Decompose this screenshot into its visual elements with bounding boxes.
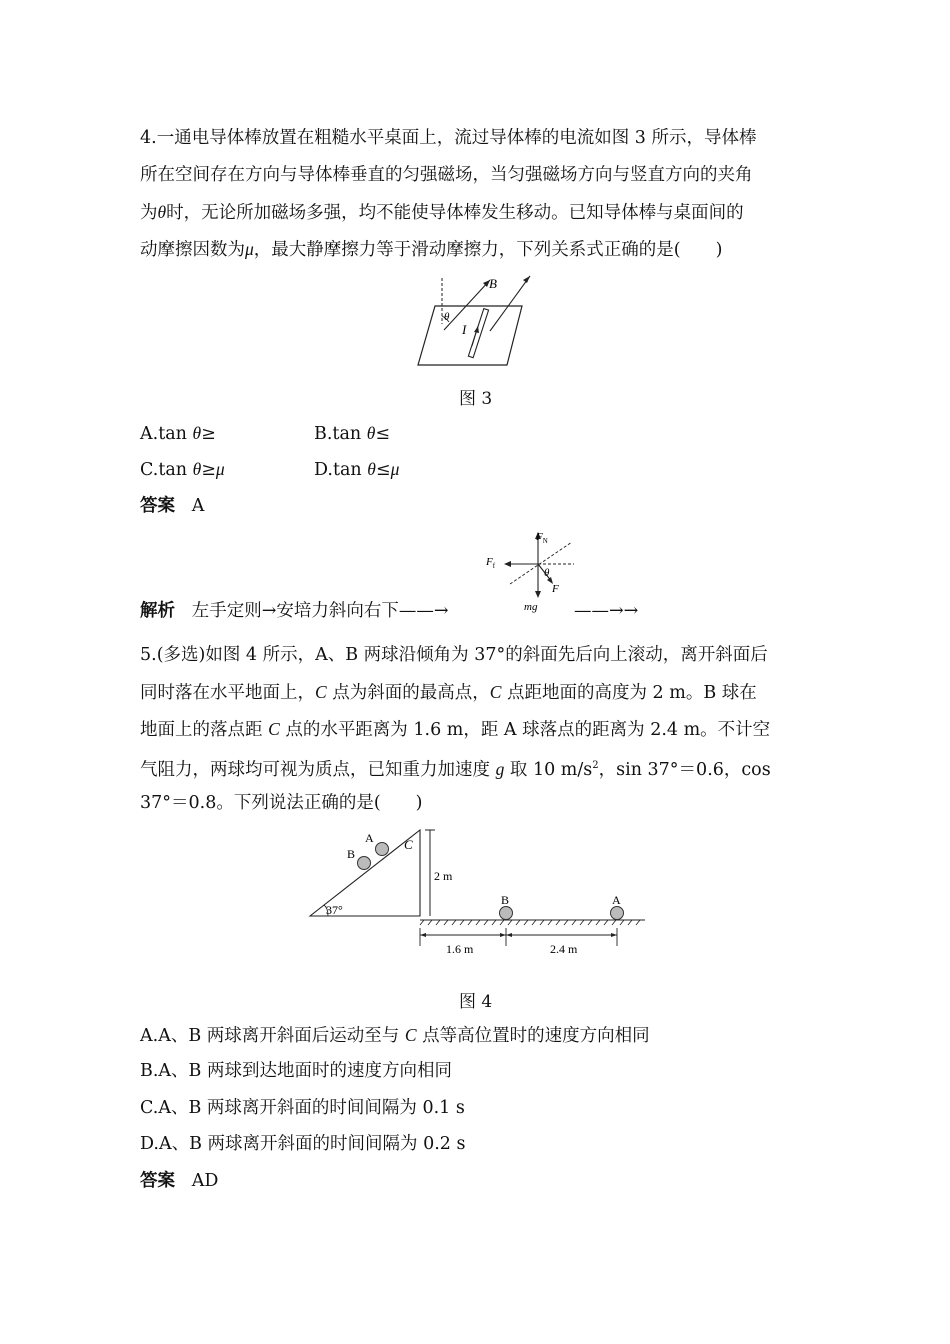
figure-4-caption: 图 4 xyxy=(459,992,493,1012)
q4-line-4: 动摩擦因数为μ，最大静摩擦力等于滑动摩擦力，下列关系式正确的是( ) xyxy=(140,239,723,260)
ball-b-on-ground xyxy=(500,907,513,920)
q5-line-1: 5.(多选)如图 4 所示，A、B 两球沿倾角为 37°的斜面先后向上滚动，离开斜面后 xyxy=(140,645,768,665)
q4-analysis-tail: ——→→ xyxy=(574,601,639,621)
point-c-label: C xyxy=(404,837,413,852)
q4-line-3: 为θ时，无论所加磁场多强，均不能使导体棒发生移动。已知导体棒与桌面间的 xyxy=(140,202,744,223)
option-4c: C.tan θ≥μ xyxy=(140,459,225,480)
distance-2-label: 2.4 m xyxy=(550,942,578,956)
magnetic-field-arrowhead-right xyxy=(523,276,530,283)
f-label: F xyxy=(552,583,559,595)
ball-a-label: A xyxy=(365,831,374,845)
q5-line-3: 地面上的落点距 C 点的水平距离为 1.6 m，距 A 球落点的距离为 2.4 m。不计空 xyxy=(140,719,771,740)
option-5b: B.A、B 两球到达地面时的速度方向相同 xyxy=(140,1061,452,1081)
ground-ball-a-label: A xyxy=(612,893,621,907)
ball-a-on-ground xyxy=(611,907,624,920)
fn-label: $F_N$ xyxy=(536,531,548,545)
q4-line-1: 4.一通电导体棒放置在粗糙水平桌面上，流过导体棒的电流如图 3 所示，导体棒 xyxy=(140,128,757,148)
distance-1-label: 1.6 m xyxy=(446,942,474,956)
conductor-rod xyxy=(468,309,488,358)
b-field-label: B xyxy=(489,276,497,291)
theta-force-label: θ xyxy=(544,567,550,579)
ball-b-label: B xyxy=(347,847,356,861)
reference-dashed-line xyxy=(510,542,572,584)
figure-3-caption: 图 3 xyxy=(459,389,493,409)
magnetic-field-arrow-left xyxy=(444,280,490,330)
height-label: 2 m xyxy=(434,869,453,883)
ff-label: $F_f$ xyxy=(486,556,496,570)
theta-label: θ xyxy=(444,311,450,323)
ball-a-on-incline xyxy=(376,843,389,856)
option-4d: D.tan θ≤μ xyxy=(314,459,400,480)
q5-line-4: 气阻力，两球均可视为质点，已知重力加速度 g 取 10 $m/s^2$，sin 37°＝0.6，cos xyxy=(140,758,771,780)
option-5d: D.A、B 两球离开斜面的时间间隔为 0.2 s xyxy=(140,1134,466,1154)
ground-ball-b-label: B xyxy=(501,893,510,907)
option-5a: A.A、B 两球离开斜面后运动至与 C 点等高位置时的速度方向相同 xyxy=(140,1025,650,1046)
figure-4-diagram xyxy=(300,822,650,962)
option-5c: C.A、B 两球离开斜面的时间间隔为 0.1 s xyxy=(140,1098,465,1118)
q4-answer: 答案 A xyxy=(140,496,205,516)
mg-label: mg xyxy=(524,601,538,613)
ground-hatch xyxy=(420,920,640,925)
ball-b-on-incline xyxy=(358,857,371,870)
option-4b: B.tan θ≤ xyxy=(314,423,391,444)
angle-label: 37° xyxy=(326,903,343,917)
q5-line-2: 同时落在水平地面上，C 点为斜面的最高点，C 点距地面的高度为 2 m。B 球在 xyxy=(140,682,757,703)
q5-answer: 答案 AD xyxy=(140,1171,219,1191)
q4-line-2: 所在空间存在方向与导体棒垂直的匀强磁场，当匀强磁场方向与竖直方向的夹角 xyxy=(140,165,753,185)
current-label: I xyxy=(462,322,467,337)
q4-analysis: 解析 左手定则→安培力斜向右下——→ xyxy=(140,601,449,621)
figure-3-diagram xyxy=(410,268,550,368)
q5-line-5: 37°＝0.8。下列说法正确的是( ) xyxy=(140,793,423,813)
option-4a: A.tan θ≥ xyxy=(140,423,216,444)
